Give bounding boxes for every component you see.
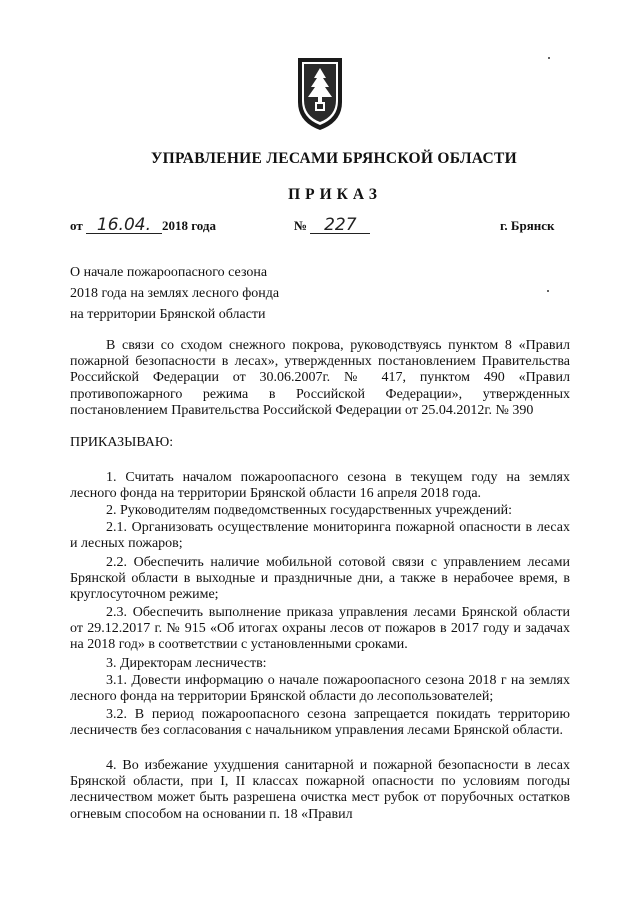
- number-prefix: №: [294, 218, 308, 233]
- paragraph-1: 1. Считать началом пожароопасного сезона в текущем году на землях лесного фонда на территории Брянской области 16 апреля 2018 года.: [70, 470, 570, 502]
- paragraph-3-2: 3.2. В период пожароопасного сезона запрещается покидать территорию лесничеств без согласования с начальником управления лесами Брянской области.: [70, 707, 570, 739]
- paragraph-2-3: 2.3. Обеспечить выполнение приказа управления лесами Брянской области от 29.12.2017 г. № 915 «Об итогах охраны лесов от пожаров в 2017 году и задачах на 2018 год» в соответствии с установленными сроками.: [70, 605, 570, 653]
- date-handwritten: 16.04.: [96, 215, 151, 235]
- date-handwritten-field: [86, 215, 162, 235]
- number-handwritten: 227: [324, 215, 357, 235]
- date-prefix: от: [70, 218, 83, 233]
- date-suffix: 2018 года: [161, 218, 216, 233]
- coat-of-arms-emblem: [294, 56, 346, 132]
- organization-title: УПРАВЛЕНИЕ ЛЕСАМИ БРЯНСКОЙ ОБЛАСТИ: [150, 150, 518, 167]
- document-type: ПРИКАЗ: [288, 186, 382, 203]
- order-word: ПРИКАЗЫВАЮ:: [70, 435, 174, 450]
- number-line: [294, 215, 370, 235]
- paragraph-2: 2. Руководителям подведомственных государственных учреждений:: [106, 503, 512, 518]
- paragraph-3: 3. Директорам лесничеств:: [106, 656, 267, 671]
- subject-line: О начале пожароопасного сезона: [70, 265, 268, 280]
- subject-line: 2018 года на землях лесного фонда: [70, 286, 280, 301]
- paragraph-2-2: 2.2. Обеспечить наличие мобильной сотовой связи с управлением лесами Брянской области в выходные и праздничные дни, а также в нерабочее время, в круглосуточном режиме;: [70, 555, 570, 603]
- subject-line: на территории Брянской области: [70, 307, 266, 322]
- paragraph-3-1: 3.1. Довести информацию о начале пожароопасного сезона 2018 г на землях лесного фонда на территории Брянской области до лесопользователей;: [70, 673, 570, 705]
- order-subject: [70, 262, 330, 325]
- city-label: г. Брянск: [500, 218, 555, 233]
- date-line: [70, 215, 216, 235]
- number-handwritten-field: [310, 215, 370, 235]
- paragraph-2-1: 2.1. Организовать осуществление мониторинга пожарной опасности в лесах и лесных пожаров;: [70, 520, 570, 552]
- paragraph-4: 4. Во избежание ухудшения санитарной и пожарной безопасности в лесах Брянской области, при I, II классах пожарной опасности по условиям погоды лесничеством может быть разрешена очистка мест рубок от порубочных остатков огневым способом на основании п. 18 «Правил: [70, 758, 570, 822]
- preamble-paragraph: В связи со сходом снежного покрова, руководствуясь пунктом 8 «Правил пожарной безопасности в лесах», утвержденных постановлением Правительства Российской Федерации от 30.06.2007г. № 417, пунктом 490 «Правил противопожарного режима в Российской Федерации», утвержденных постановлением Правительства Российской Федерации от 25.04.2012г. № 390: [70, 338, 570, 418]
- scan-speck: [547, 290, 549, 292]
- scan-speck: [548, 57, 550, 59]
